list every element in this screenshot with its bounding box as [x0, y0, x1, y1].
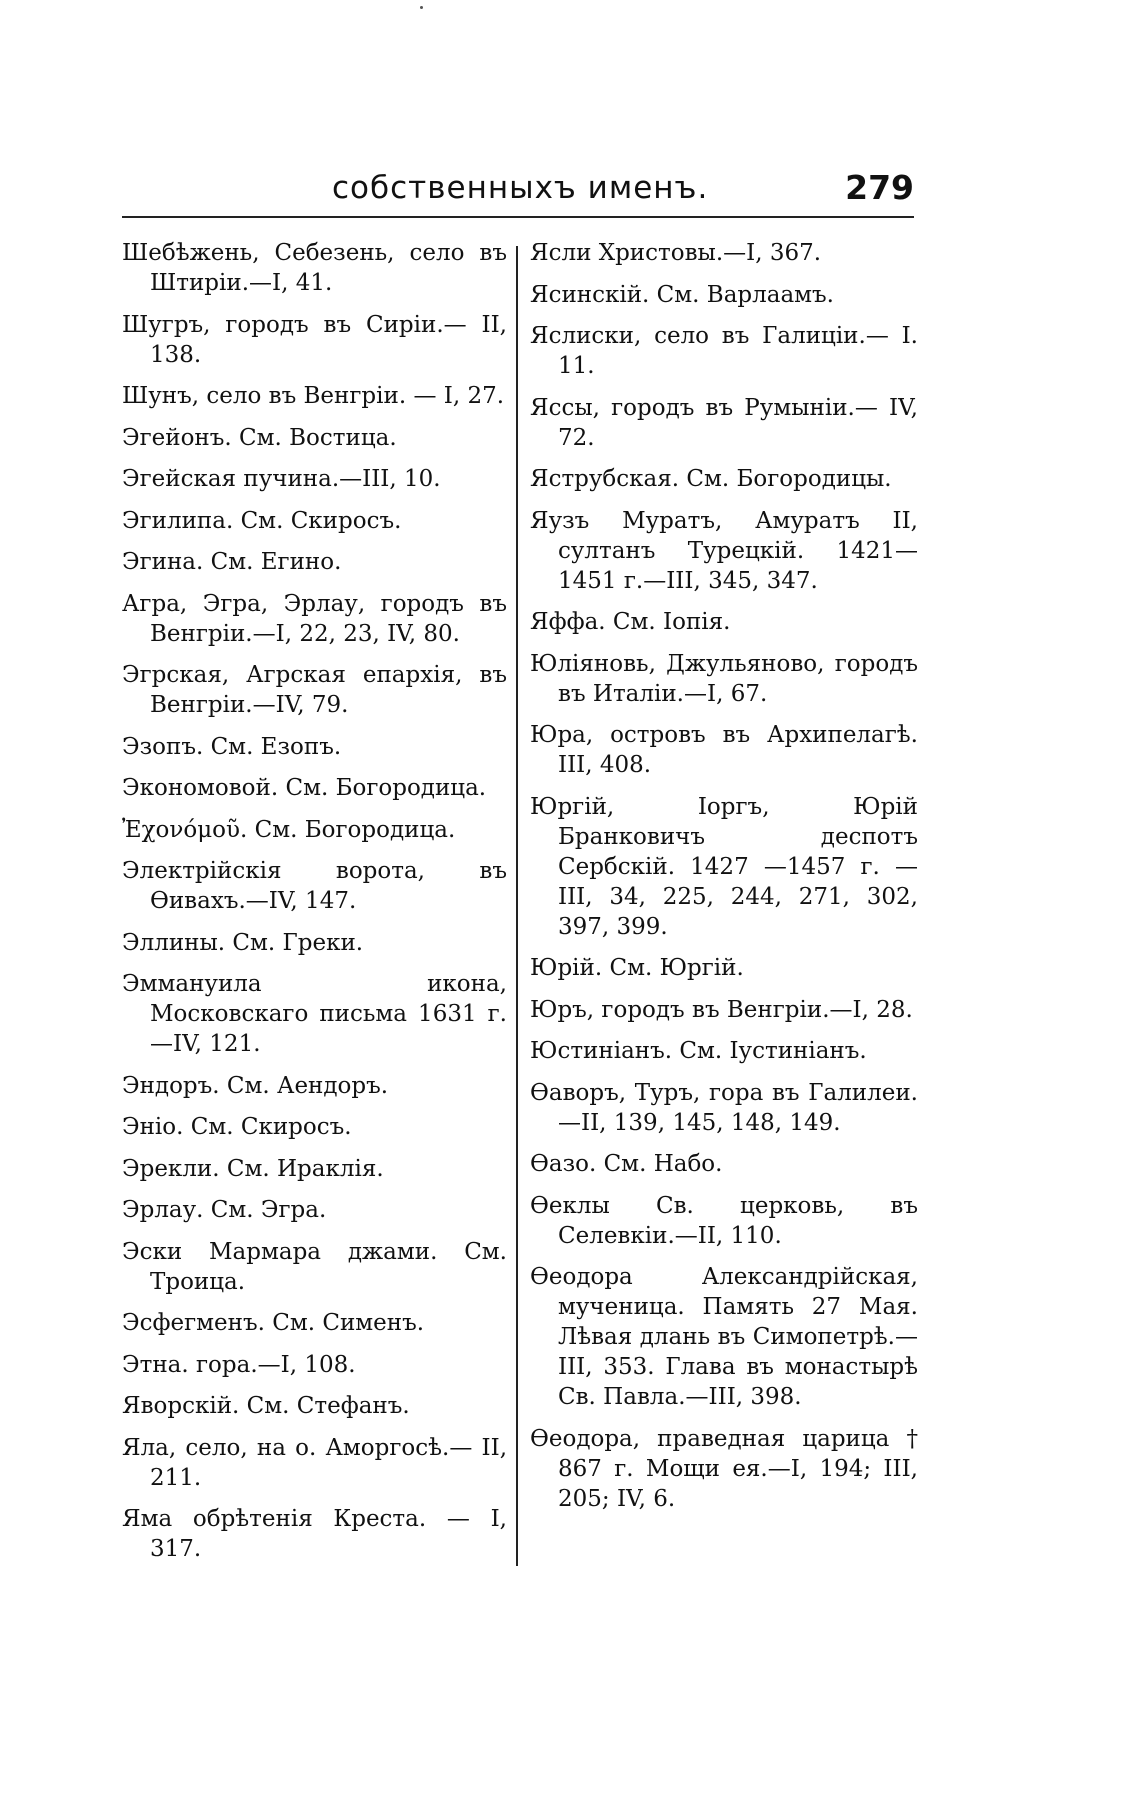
- index-entry: Эндоръ. См. Аендоръ.: [122, 1072, 389, 1099]
- index-entry: Ѳеклы Св. церковь, въ Селевкіи.—II, 110.: [530, 1192, 918, 1249]
- index-entry: Юстиніанъ. См. Іустиніанъ.: [530, 1038, 867, 1064]
- right-column: [530, 238, 918, 1525]
- index-entry: Яворскій. См. Стефанъ.: [122, 1393, 410, 1419]
- left-column: [122, 238, 507, 1576]
- index-entry: Шугръ, городъ въ Сиріи.— II, 138.: [122, 311, 507, 368]
- index-entry: Юліяновь, Джульяново, городъ въ Италіи.—I, 67.: [530, 650, 918, 707]
- header-rule: [122, 216, 914, 218]
- page-number: 279: [845, 168, 914, 207]
- index-entry: Яссы, городъ въ Румыніи.— IV, 72.: [530, 394, 918, 451]
- index-entry: Ясли Христовы.—I, 367.: [530, 240, 822, 266]
- column-divider: [516, 246, 518, 1566]
- index-entry: Этна. гора.—I, 108.: [122, 1351, 356, 1378]
- index-entry: Эзопъ. См. Езопъ.: [122, 733, 342, 760]
- index-entry: Эгрская, Агрская епархія, въ Венгріи.—IV, 79.: [122, 662, 507, 718]
- index-entry: Эммануила икона, Московскаго письма 1631 г.—IV, 121.: [122, 971, 507, 1057]
- index-entry: Эгина. См. Егино.: [122, 549, 342, 575]
- index-entry: Электрійскія ворота, въ Ѳивахъ.—IV, 147.: [122, 858, 507, 914]
- index-entry: Яла, село, на о. Аморгосѣ.— II, 211.: [122, 1434, 507, 1491]
- index-entry: Эгейонъ. См. Востица.: [122, 424, 397, 451]
- index-entry: Эгейская пучина.—III, 10.: [122, 466, 441, 492]
- index-entry: Юргій, Іоргъ, Юрій Бранковичъ деспотъ Сербскій. 1427 —1457 г. — III, 34, 225, 244, 271, 302, 397, 399.: [530, 793, 918, 940]
- index-entry: Эсфегменъ. См. Сименъ.: [122, 1310, 425, 1336]
- index-entry: Эски Мармара джами. См. Троица.: [122, 1238, 507, 1295]
- index-entry: Эллины. См. Греки.: [122, 929, 364, 956]
- index-entry: Экономовой. См. Богородица.: [122, 775, 487, 801]
- print-speck: [420, 6, 423, 9]
- index-entry: Юръ, городъ въ Венгріи.—I, 28.: [530, 996, 913, 1023]
- running-head: собственныхъ именъ.: [332, 170, 709, 206]
- index-entry: Ѳаворъ, Туръ, гора въ Галилеи.—II, 139, 145, 148, 149.: [530, 1079, 918, 1136]
- index-entry: Ясинскій. См. Варлаамъ.: [530, 281, 834, 308]
- index-entry: Эніо. См. Скиросъ.: [122, 1114, 352, 1140]
- index-entry: Агра, Эгра, Эрлау, городъ въ Венгріи.—I, 22, 23, IV, 80.: [122, 590, 507, 647]
- index-entry: Шебѣжень, Себезень, село въ Штиріи.—I, 41.: [122, 240, 507, 296]
- index-entry: Юрій. См. Юргій.: [530, 955, 744, 981]
- index-entry: Ἐχονόμοῦ. См. Богородица.: [122, 816, 456, 843]
- index-entry: Юра, островъ въ Архипелагѣ. III, 408.: [530, 722, 918, 778]
- page-header: [122, 168, 914, 216]
- index-entry: Ѳазо. См. Набо.: [530, 1151, 723, 1177]
- index-entry: Яструбская. См. Богородицы.: [530, 466, 892, 492]
- index-entry: Эгилипа. См. Скиросъ.: [122, 507, 402, 534]
- index-entry: Яслиски, село въ Галиціи.— I. 11.: [530, 323, 918, 379]
- index-entry: Шунъ, село въ Венгріи. — I, 27.: [122, 383, 505, 409]
- index-entry: Ѳеодора, праведная царица † 867 г. Мощи ея.—I, 194; III, 205; IV, 6.: [530, 1425, 918, 1512]
- index-entry: Яма обрѣтенія Креста. — I, 317.: [122, 1506, 507, 1562]
- index-entry: Эрлау. См. Эгра.: [122, 1197, 327, 1223]
- index-entry: Ѳеодора Александрійская, мученица. Память 27 Мая. Лѣвая длань въ Симопетрѣ.— III, 353. Глава въ монастырѣ Св. Павла.—III, 398.: [530, 1264, 918, 1410]
- index-entry: Яузъ Муратъ, Амуратъ II, султанъ Турецкій. 1421— 1451 г.—III, 345, 347.: [530, 507, 918, 594]
- index-entry: Эрекли. См. Ираклія.: [122, 1155, 384, 1182]
- index-entry: Яффа. См. Іопія.: [530, 609, 731, 635]
